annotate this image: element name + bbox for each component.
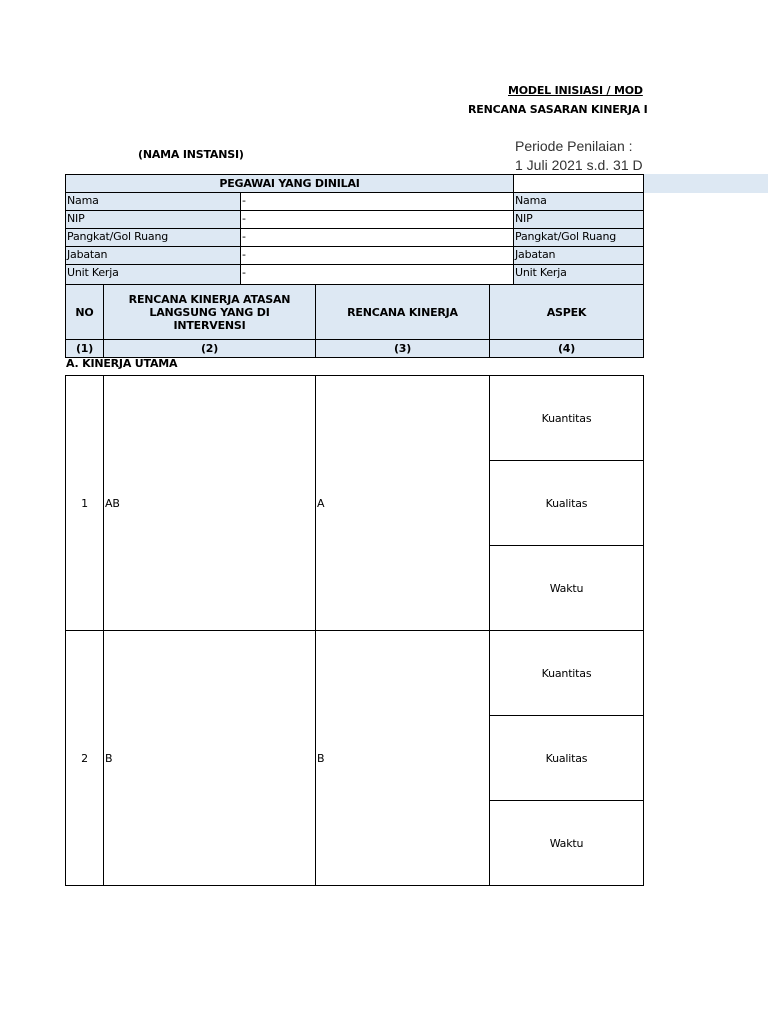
col-header-aspek: ASPEK [489, 284, 644, 340]
field-label-jabatan: Jabatan [65, 246, 241, 265]
row-1-aspek-kualitas: Kualitas [489, 460, 644, 546]
col-header-atasan: RENCANA KINERJA ATASAN LANGSUNG YANG DI INTERVENSI [103, 284, 316, 340]
periode-label: Periode Penilaian : [515, 138, 633, 154]
row-2-no: 2 [65, 630, 104, 886]
row-2-aspek-kuantitas: Kuantitas [489, 630, 644, 716]
right-label-pangkat: Pangkat/Gol Ruang [513, 228, 644, 247]
col-header-rencana: RENCANA KINERJA [315, 284, 490, 340]
col-number-1: (1) [65, 339, 104, 358]
document-title: MODEL INISIASI / MOD [508, 84, 643, 97]
row-2-aspek-kualitas: Kualitas [489, 715, 644, 801]
document-subtitle: RENCANA SASARAN KINERJA I [468, 103, 648, 116]
row-1-rencana: A [315, 375, 490, 631]
row-1-no: 1 [65, 375, 104, 631]
header-band [644, 174, 768, 193]
row-1-aspek-waktu: Waktu [489, 545, 644, 631]
right-label-nip: NIP [513, 210, 644, 229]
row-2-atasan: B [103, 630, 316, 886]
field-value-nama: - [240, 192, 514, 211]
col-number-3: (3) [315, 339, 490, 358]
field-label-nip: NIP [65, 210, 241, 229]
right-label-nama: Nama [513, 192, 644, 211]
field-label-unit-kerja: Unit Kerja [65, 264, 241, 285]
col-number-4: (4) [489, 339, 644, 358]
field-label-nama: Nama [65, 192, 241, 211]
row-1-atasan: AB [103, 375, 316, 631]
section-kinerja-utama: A. KINERJA UTAMA [66, 357, 178, 370]
col-header-no: NO [65, 284, 104, 340]
col-number-2: (2) [103, 339, 316, 358]
row-1-aspek-kuantitas: Kuantitas [489, 375, 644, 461]
field-label-pangkat: Pangkat/Gol Ruang [65, 228, 241, 247]
field-value-nip: - [240, 210, 514, 229]
right-label-unit-kerja: Unit Kerja [513, 264, 644, 285]
right-label-jabatan: Jabatan [513, 246, 644, 265]
atasan-heading [513, 174, 644, 193]
periode-value: 1 Juli 2021 s.d. 31 D [515, 157, 643, 173]
field-value-pangkat: - [240, 228, 514, 247]
field-value-jabatan: - [240, 246, 514, 265]
row-2-aspek-waktu: Waktu [489, 800, 644, 886]
field-value-unit-kerja: - [240, 264, 514, 285]
pegawai-heading: PEGAWAI YANG DINILAI [65, 174, 514, 193]
instansi-name: (NAMA INSTANSI) [138, 148, 244, 161]
row-2-rencana: B [315, 630, 490, 886]
